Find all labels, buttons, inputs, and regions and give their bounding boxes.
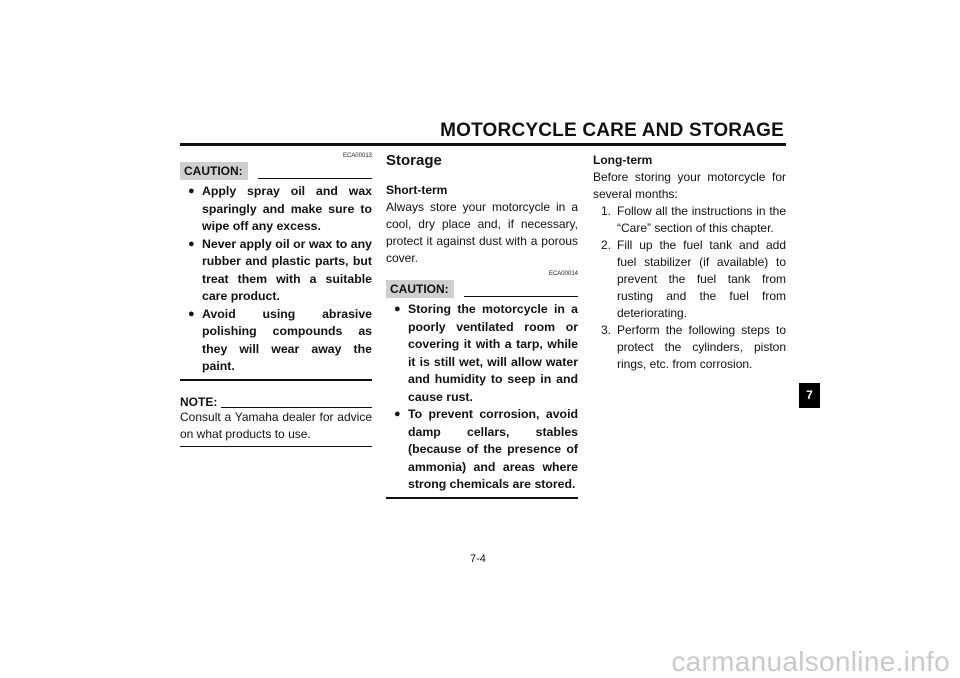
note-end-rule <box>180 446 372 447</box>
bullet-text: Apply spray oil and wax sparingly and make sure to wipe off any excess. <box>202 184 372 233</box>
list-item <box>593 203 786 237</box>
caution-label: CAUTION: <box>386 280 454 298</box>
caution-end-rule <box>386 497 578 499</box>
step-text: Fill up the fuel tank and add fuel stabilizer (if available) to prevent the fuel tank from rusting and the fuel from deteriorating. <box>617 238 786 320</box>
note-header <box>180 395 372 409</box>
list-item <box>593 322 786 373</box>
note-text: Consult a Yamaha dealer for advice on what products to use. <box>180 409 372 441</box>
step-number: 3. <box>601 323 612 337</box>
left-column <box>180 152 372 447</box>
watermark: carmanualsonline.info <box>671 646 950 677</box>
list-item <box>386 406 578 494</box>
caution-list <box>386 301 578 494</box>
long-term-title: Long-term <box>593 153 653 167</box>
step-text: Follow all the instructions in the “Care” section of this chapter. <box>617 204 786 235</box>
list-item <box>593 237 786 322</box>
bullet-text: To prevent corrosion, avoid damp cellars, stables (because of the presence of ammonia) and areas where strong chemicals are stored. <box>408 407 578 491</box>
section-title: Storage <box>386 152 442 169</box>
caution-list <box>180 183 372 376</box>
step-number: 2. <box>601 238 612 252</box>
right-column <box>593 152 786 373</box>
caution-code: ECA00014 <box>548 271 578 277</box>
bullet-text: Storing the motorcycle in a poorly ventilated room or covering it with a tarp, while it is still wet, will allow water and humidity to seep in and cause rust. <box>408 302 578 404</box>
bullet-icon: ● <box>394 303 401 315</box>
bullet-icon: ● <box>188 307 195 320</box>
caution-end-rule <box>180 379 372 381</box>
caution-label: CAUTION: <box>180 162 248 180</box>
caution-header <box>386 280 578 298</box>
step-text: Perform the following steps to protect the cylinders, piston rings, etc. from corrosion. <box>617 323 786 371</box>
caution-rule <box>464 296 578 297</box>
page-title: MOTORCYCLE CARE AND STORAGE <box>440 120 784 141</box>
short-term-text: Always store your motorcycle in a cool, dry place and, if necessary, protect it against dust with a porous cover. <box>386 200 578 265</box>
bullet-text: Avoid using abrasive polishing compounds as they will wear away the paint. <box>202 306 372 373</box>
list-item <box>386 301 578 406</box>
note-rule <box>221 407 372 408</box>
middle-column <box>386 152 578 499</box>
list-item <box>180 236 372 306</box>
list-item <box>180 183 372 236</box>
caution-code: ECA00013 <box>342 153 372 159</box>
steps-list <box>593 203 786 373</box>
step-number: 1. <box>601 204 612 218</box>
caution-header <box>180 162 372 180</box>
header-rule <box>180 143 786 146</box>
chapter-tab: 7 <box>799 383 820 408</box>
caution-rule <box>258 178 372 179</box>
bullet-text: Never apply oil or wax to any rubber and plastic parts, but treat them with a suitable care product. <box>202 236 372 303</box>
page-number: 7-4 <box>470 553 486 565</box>
bullet-icon: ● <box>394 408 401 420</box>
short-term-title: Short-term <box>386 183 448 197</box>
list-item <box>180 306 372 376</box>
bullet-icon: ● <box>188 185 195 197</box>
note-label: NOTE: <box>180 394 218 409</box>
long-term-intro: Before storing your motorcycle for several months: <box>593 170 786 201</box>
bullet-icon: ● <box>188 237 195 250</box>
